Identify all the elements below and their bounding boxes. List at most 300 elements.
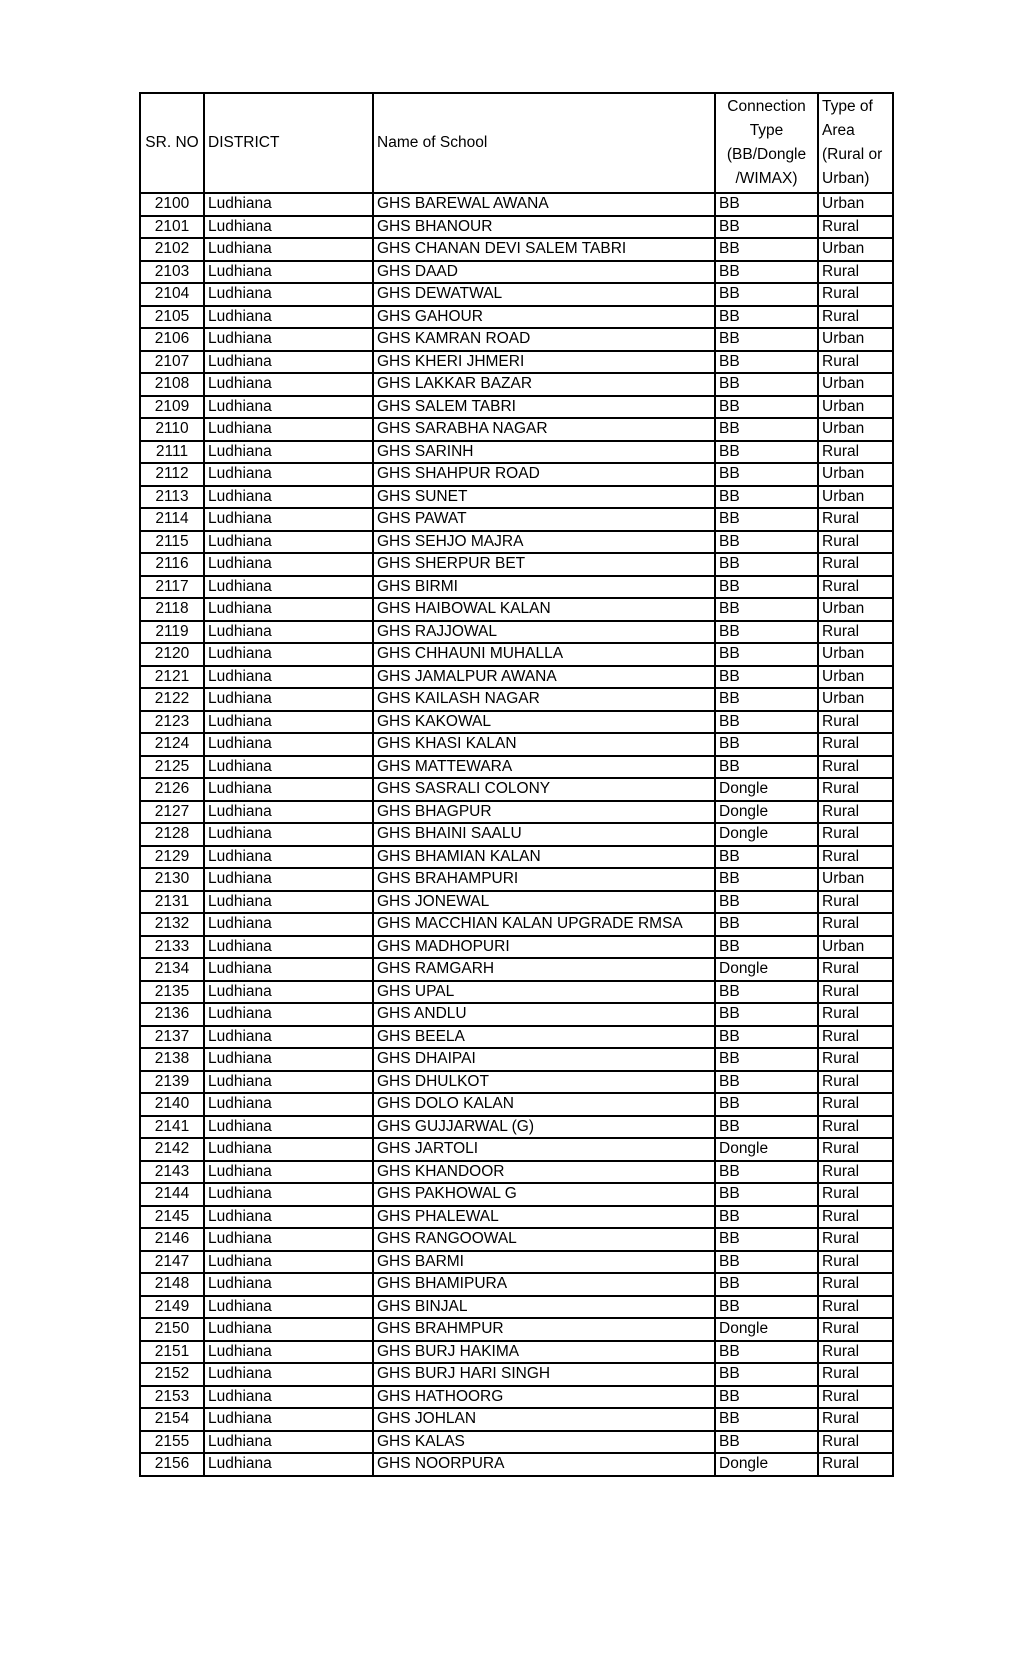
cell-area-type: Rural xyxy=(818,1026,893,1049)
cell-sr-no: 2118 xyxy=(140,598,204,621)
cell-area-type: Rural xyxy=(818,1003,893,1026)
cell-sr-no: 2140 xyxy=(140,1093,204,1116)
table-row xyxy=(140,283,893,306)
cell-district: Ludhiana xyxy=(204,238,373,261)
cell-sr-no: 2109 xyxy=(140,396,204,419)
cell-district: Ludhiana xyxy=(204,261,373,284)
cell-connection-type: BB xyxy=(715,1093,818,1116)
cell-sr-no: 2103 xyxy=(140,261,204,284)
cell-district: Ludhiana xyxy=(204,778,373,801)
cell-sr-no: 2104 xyxy=(140,283,204,306)
cell-sr-no: 2106 xyxy=(140,328,204,351)
cell-district: Ludhiana xyxy=(204,643,373,666)
cell-area-type: Rural xyxy=(818,1296,893,1319)
cell-district: Ludhiana xyxy=(204,1453,373,1476)
cell-district: Ludhiana xyxy=(204,1003,373,1026)
cell-connection-type: BB xyxy=(715,891,818,914)
cell-school-name: GHS BAREWAL AWANA xyxy=(373,193,715,216)
cell-connection-type: BB xyxy=(715,1003,818,1026)
cell-area-type: Rural xyxy=(818,261,893,284)
cell-connection-type: BB xyxy=(715,621,818,644)
cell-connection-type: BB xyxy=(715,486,818,509)
cell-connection-type: BB xyxy=(715,441,818,464)
table-body xyxy=(140,193,893,1476)
cell-sr-no: 2154 xyxy=(140,1408,204,1431)
cell-connection-type: BB xyxy=(715,688,818,711)
table-row xyxy=(140,508,893,531)
cell-school-name: GHS BRAHMPUR xyxy=(373,1318,715,1341)
cell-school-name: GHS MADHOPURI xyxy=(373,936,715,959)
header-type-of-area: Type of Area (Rural or Urban) xyxy=(818,93,893,193)
cell-sr-no: 2120 xyxy=(140,643,204,666)
cell-district: Ludhiana xyxy=(204,351,373,374)
cell-area-type: Rural xyxy=(818,1341,893,1364)
schools-table xyxy=(139,92,894,1477)
table-row xyxy=(140,553,893,576)
cell-connection-type: BB xyxy=(715,216,818,239)
cell-connection-type: BB xyxy=(715,1341,818,1364)
cell-area-type: Urban xyxy=(818,868,893,891)
cell-area-type: Rural xyxy=(818,283,893,306)
cell-district: Ludhiana xyxy=(204,1251,373,1274)
cell-school-name: GHS KALAS xyxy=(373,1431,715,1454)
cell-district: Ludhiana xyxy=(204,553,373,576)
cell-district: Ludhiana xyxy=(204,1161,373,1184)
cell-area-type: Rural xyxy=(818,913,893,936)
table-row xyxy=(140,778,893,801)
cell-connection-type: BB xyxy=(715,193,818,216)
cell-sr-no: 2126 xyxy=(140,778,204,801)
cell-school-name: GHS BARMI xyxy=(373,1251,715,1274)
cell-school-name: GHS BHAGPUR xyxy=(373,801,715,824)
cell-district: Ludhiana xyxy=(204,756,373,779)
cell-district: Ludhiana xyxy=(204,1341,373,1364)
cell-district: Ludhiana xyxy=(204,1026,373,1049)
cell-school-name: GHS HAIBOWAL KALAN xyxy=(373,598,715,621)
cell-school-name: GHS KAILASH NAGAR xyxy=(373,688,715,711)
cell-connection-type: Dongle xyxy=(715,958,818,981)
table-row xyxy=(140,216,893,239)
cell-school-name: GHS KAMRAN ROAD xyxy=(373,328,715,351)
table-row xyxy=(140,1071,893,1094)
cell-sr-no: 2147 xyxy=(140,1251,204,1274)
table-row xyxy=(140,1026,893,1049)
cell-connection-type: Dongle xyxy=(715,1138,818,1161)
table-row xyxy=(140,846,893,869)
cell-area-type: Rural xyxy=(818,531,893,554)
cell-area-type: Rural xyxy=(818,823,893,846)
cell-sr-no: 2129 xyxy=(140,846,204,869)
cell-school-name: GHS DOLO KALAN xyxy=(373,1093,715,1116)
cell-connection-type: BB xyxy=(715,328,818,351)
cell-district: Ludhiana xyxy=(204,1138,373,1161)
cell-connection-type: BB xyxy=(715,643,818,666)
cell-school-name: GHS DHAIPAI xyxy=(373,1048,715,1071)
cell-area-type: Urban xyxy=(818,936,893,959)
cell-district: Ludhiana xyxy=(204,1386,373,1409)
cell-connection-type: BB xyxy=(715,553,818,576)
cell-area-type: Rural xyxy=(818,778,893,801)
cell-connection-type: BB xyxy=(715,1071,818,1094)
table-row xyxy=(140,643,893,666)
cell-sr-no: 2110 xyxy=(140,418,204,441)
cell-connection-type: BB xyxy=(715,418,818,441)
cell-school-name: GHS UPAL xyxy=(373,981,715,1004)
table-row xyxy=(140,486,893,509)
table-row xyxy=(140,1228,893,1251)
table-row xyxy=(140,1251,893,1274)
cell-district: Ludhiana xyxy=(204,733,373,756)
cell-area-type: Urban xyxy=(818,193,893,216)
cell-district: Ludhiana xyxy=(204,598,373,621)
cell-connection-type: BB xyxy=(715,913,818,936)
table-row xyxy=(140,711,893,734)
cell-school-name: GHS SASRALI COLONY xyxy=(373,778,715,801)
cell-area-type: Rural xyxy=(818,1228,893,1251)
cell-district: Ludhiana xyxy=(204,396,373,419)
cell-district: Ludhiana xyxy=(204,666,373,689)
cell-connection-type: BB xyxy=(715,351,818,374)
cell-area-type: Rural xyxy=(818,1453,893,1476)
cell-sr-no: 2141 xyxy=(140,1116,204,1139)
cell-school-name: GHS SARABHA NAGAR xyxy=(373,418,715,441)
cell-sr-no: 2127 xyxy=(140,801,204,824)
cell-sr-no: 2139 xyxy=(140,1071,204,1094)
cell-district: Ludhiana xyxy=(204,1048,373,1071)
cell-sr-no: 2124 xyxy=(140,733,204,756)
cell-area-type: Rural xyxy=(818,1386,893,1409)
cell-area-type: Urban xyxy=(818,463,893,486)
cell-school-name: GHS NOORPURA xyxy=(373,1453,715,1476)
cell-school-name: GHS BHANOUR xyxy=(373,216,715,239)
cell-district: Ludhiana xyxy=(204,891,373,914)
table-row xyxy=(140,238,893,261)
table-row xyxy=(140,306,893,329)
cell-sr-no: 2144 xyxy=(140,1183,204,1206)
cell-district: Ludhiana xyxy=(204,1228,373,1251)
table-row xyxy=(140,666,893,689)
cell-school-name: GHS KHASI KALAN xyxy=(373,733,715,756)
cell-connection-type: BB xyxy=(715,238,818,261)
cell-district: Ludhiana xyxy=(204,688,373,711)
cell-connection-type: BB xyxy=(715,1183,818,1206)
cell-sr-no: 2136 xyxy=(140,1003,204,1026)
cell-school-name: GHS MACCHIAN KALAN UPGRADE RMSA xyxy=(373,913,715,936)
cell-area-type: Rural xyxy=(818,1116,893,1139)
cell-sr-no: 2148 xyxy=(140,1273,204,1296)
cell-school-name: GHS RAJJOWAL xyxy=(373,621,715,644)
cell-connection-type: BB xyxy=(715,283,818,306)
cell-connection-type: BB xyxy=(715,598,818,621)
cell-sr-no: 2116 xyxy=(140,553,204,576)
table-row xyxy=(140,1138,893,1161)
cell-school-name: GHS GUJJARWAL (G) xyxy=(373,1116,715,1139)
cell-sr-no: 2128 xyxy=(140,823,204,846)
table-row xyxy=(140,1453,893,1476)
cell-sr-no: 2138 xyxy=(140,1048,204,1071)
cell-connection-type: BB xyxy=(715,868,818,891)
cell-area-type: Urban xyxy=(818,486,893,509)
table-row xyxy=(140,1318,893,1341)
cell-district: Ludhiana xyxy=(204,1296,373,1319)
cell-sr-no: 2113 xyxy=(140,486,204,509)
table-row xyxy=(140,1296,893,1319)
cell-connection-type: BB xyxy=(715,1273,818,1296)
cell-area-type: Rural xyxy=(818,733,893,756)
cell-school-name: GHS GAHOUR xyxy=(373,306,715,329)
cell-connection-type: BB xyxy=(715,261,818,284)
cell-school-name: GHS BEELA xyxy=(373,1026,715,1049)
cell-connection-type: BB xyxy=(715,1206,818,1229)
cell-district: Ludhiana xyxy=(204,1093,373,1116)
cell-school-name: GHS JAMALPUR AWANA xyxy=(373,666,715,689)
table-row xyxy=(140,1273,893,1296)
cell-district: Ludhiana xyxy=(204,531,373,554)
table-row xyxy=(140,1183,893,1206)
cell-area-type: Rural xyxy=(818,1071,893,1094)
cell-area-type: Rural xyxy=(818,1093,893,1116)
cell-area-type: Rural xyxy=(818,441,893,464)
cell-sr-no: 2150 xyxy=(140,1318,204,1341)
cell-school-name: GHS MATTEWARA xyxy=(373,756,715,779)
table-row xyxy=(140,1341,893,1364)
cell-area-type: Urban xyxy=(818,418,893,441)
cell-connection-type: BB xyxy=(715,306,818,329)
cell-school-name: GHS SHERPUR BET xyxy=(373,553,715,576)
cell-district: Ludhiana xyxy=(204,463,373,486)
cell-sr-no: 2131 xyxy=(140,891,204,914)
cell-area-type: Rural xyxy=(818,1048,893,1071)
cell-school-name: GHS BHAMIAN KALAN xyxy=(373,846,715,869)
cell-district: Ludhiana xyxy=(204,846,373,869)
cell-connection-type: BB xyxy=(715,756,818,779)
cell-area-type: Rural xyxy=(818,1363,893,1386)
table-row xyxy=(140,351,893,374)
cell-sr-no: 2149 xyxy=(140,1296,204,1319)
header-connection-type: Connection Type (BB/Dongle /WIMAX) xyxy=(715,93,818,193)
cell-area-type: Rural xyxy=(818,1318,893,1341)
cell-district: Ludhiana xyxy=(204,823,373,846)
cell-school-name: GHS BURJ HARI SINGH xyxy=(373,1363,715,1386)
cell-district: Ludhiana xyxy=(204,486,373,509)
cell-district: Ludhiana xyxy=(204,1363,373,1386)
table-row xyxy=(140,823,893,846)
table-row xyxy=(140,891,893,914)
header-row xyxy=(140,93,893,193)
cell-sr-no: 2115 xyxy=(140,531,204,554)
cell-sr-no: 2145 xyxy=(140,1206,204,1229)
cell-school-name: GHS HATHOORG xyxy=(373,1386,715,1409)
cell-school-name: GHS KAKOWAL xyxy=(373,711,715,734)
cell-sr-no: 2133 xyxy=(140,936,204,959)
table-row xyxy=(140,1161,893,1184)
cell-school-name: GHS CHANAN DEVI SALEM TABRI xyxy=(373,238,715,261)
table-row xyxy=(140,981,893,1004)
cell-sr-no: 2101 xyxy=(140,216,204,239)
cell-area-type: Rural xyxy=(818,508,893,531)
cell-connection-type: BB xyxy=(715,1026,818,1049)
cell-area-type: Rural xyxy=(818,801,893,824)
cell-school-name: GHS PHALEWAL xyxy=(373,1206,715,1229)
cell-district: Ludhiana xyxy=(204,1071,373,1094)
cell-sr-no: 2156 xyxy=(140,1453,204,1476)
cell-school-name: GHS JONEWAL xyxy=(373,891,715,914)
cell-connection-type: BB xyxy=(715,1048,818,1071)
cell-area-type: Urban xyxy=(818,688,893,711)
cell-area-type: Rural xyxy=(818,756,893,779)
cell-area-type: Rural xyxy=(818,553,893,576)
cell-school-name: GHS SARINH xyxy=(373,441,715,464)
cell-school-name: GHS KHERI JHMERI xyxy=(373,351,715,374)
cell-school-name: GHS SALEM TABRI xyxy=(373,396,715,419)
cell-school-name: GHS ANDLU xyxy=(373,1003,715,1026)
header-sr-no: SR. NO xyxy=(140,93,204,193)
cell-school-name: GHS SUNET xyxy=(373,486,715,509)
cell-sr-no: 2153 xyxy=(140,1386,204,1409)
table-row xyxy=(140,958,893,981)
cell-area-type: Rural xyxy=(818,981,893,1004)
cell-area-type: Rural xyxy=(818,1183,893,1206)
cell-connection-type: BB xyxy=(715,981,818,1004)
table-row xyxy=(140,418,893,441)
cell-area-type: Urban xyxy=(818,666,893,689)
cell-district: Ludhiana xyxy=(204,1431,373,1454)
cell-area-type: Rural xyxy=(818,1251,893,1274)
cell-sr-no: 2102 xyxy=(140,238,204,261)
cell-sr-no: 2119 xyxy=(140,621,204,644)
cell-connection-type: BB xyxy=(715,733,818,756)
cell-district: Ludhiana xyxy=(204,283,373,306)
table-row xyxy=(140,1431,893,1454)
cell-district: Ludhiana xyxy=(204,373,373,396)
table-row xyxy=(140,868,893,891)
table-row xyxy=(140,1003,893,1026)
cell-school-name: GHS BHAMIPURA xyxy=(373,1273,715,1296)
cell-sr-no: 2111 xyxy=(140,441,204,464)
cell-area-type: Urban xyxy=(818,328,893,351)
cell-sr-no: 2122 xyxy=(140,688,204,711)
cell-sr-no: 2125 xyxy=(140,756,204,779)
cell-area-type: Rural xyxy=(818,958,893,981)
cell-connection-type: BB xyxy=(715,1363,818,1386)
cell-sr-no: 2143 xyxy=(140,1161,204,1184)
cell-area-type: Urban xyxy=(818,373,893,396)
cell-district: Ludhiana xyxy=(204,711,373,734)
cell-district: Ludhiana xyxy=(204,801,373,824)
cell-sr-no: 2108 xyxy=(140,373,204,396)
cell-district: Ludhiana xyxy=(204,868,373,891)
cell-school-name: GHS KHANDOOR xyxy=(373,1161,715,1184)
cell-district: Ludhiana xyxy=(204,508,373,531)
table-row xyxy=(140,936,893,959)
cell-school-name: GHS SEHJO MAJRA xyxy=(373,531,715,554)
cell-district: Ludhiana xyxy=(204,1318,373,1341)
cell-district: Ludhiana xyxy=(204,306,373,329)
cell-sr-no: 2151 xyxy=(140,1341,204,1364)
table-row xyxy=(140,733,893,756)
cell-area-type: Urban xyxy=(818,396,893,419)
table-row xyxy=(140,373,893,396)
header-district: DISTRICT xyxy=(204,93,373,193)
cell-area-type: Rural xyxy=(818,1431,893,1454)
cell-district: Ludhiana xyxy=(204,958,373,981)
cell-connection-type: BB xyxy=(715,576,818,599)
cell-area-type: Urban xyxy=(818,598,893,621)
cell-area-type: Rural xyxy=(818,1273,893,1296)
cell-connection-type: BB xyxy=(715,711,818,734)
cell-school-name: GHS BURJ HAKIMA xyxy=(373,1341,715,1364)
table-row xyxy=(140,261,893,284)
cell-connection-type: BB xyxy=(715,1251,818,1274)
cell-sr-no: 2135 xyxy=(140,981,204,1004)
cell-connection-type: BB xyxy=(715,1296,818,1319)
cell-connection-type: BB xyxy=(715,1161,818,1184)
cell-sr-no: 2105 xyxy=(140,306,204,329)
table-row xyxy=(140,531,893,554)
cell-sr-no: 2146 xyxy=(140,1228,204,1251)
cell-school-name: GHS PAWAT xyxy=(373,508,715,531)
cell-school-name: GHS BHAINI SAALU xyxy=(373,823,715,846)
cell-district: Ludhiana xyxy=(204,328,373,351)
cell-area-type: Rural xyxy=(818,711,893,734)
cell-school-name: GHS CHHAUNI MUHALLA xyxy=(373,643,715,666)
cell-school-name: GHS DAAD xyxy=(373,261,715,284)
cell-sr-no: 2132 xyxy=(140,913,204,936)
cell-district: Ludhiana xyxy=(204,1183,373,1206)
cell-area-type: Rural xyxy=(818,351,893,374)
cell-connection-type: BB xyxy=(715,936,818,959)
table-row xyxy=(140,193,893,216)
cell-connection-type: BB xyxy=(715,1228,818,1251)
cell-area-type: Urban xyxy=(818,643,893,666)
cell-sr-no: 2107 xyxy=(140,351,204,374)
cell-area-type: Rural xyxy=(818,1206,893,1229)
cell-district: Ludhiana xyxy=(204,1116,373,1139)
cell-sr-no: 2130 xyxy=(140,868,204,891)
cell-school-name: GHS DHULKOT xyxy=(373,1071,715,1094)
cell-connection-type: BB xyxy=(715,396,818,419)
table-row xyxy=(140,801,893,824)
cell-connection-type: BB xyxy=(715,1116,818,1139)
table-header xyxy=(140,93,893,193)
table-row xyxy=(140,396,893,419)
cell-district: Ludhiana xyxy=(204,936,373,959)
table-row xyxy=(140,1363,893,1386)
cell-area-type: Rural xyxy=(818,1408,893,1431)
cell-sr-no: 2114 xyxy=(140,508,204,531)
cell-sr-no: 2155 xyxy=(140,1431,204,1454)
cell-area-type: Urban xyxy=(818,238,893,261)
cell-school-name: GHS RANGOOWAL xyxy=(373,1228,715,1251)
cell-connection-type: BB xyxy=(715,531,818,554)
table-row xyxy=(140,1116,893,1139)
cell-sr-no: 2117 xyxy=(140,576,204,599)
cell-district: Ludhiana xyxy=(204,1273,373,1296)
cell-connection-type: Dongle xyxy=(715,1453,818,1476)
cell-area-type: Rural xyxy=(818,1161,893,1184)
table-row xyxy=(140,1206,893,1229)
table-row xyxy=(140,1048,893,1071)
cell-area-type: Rural xyxy=(818,1138,893,1161)
table-row xyxy=(140,463,893,486)
table-row xyxy=(140,756,893,779)
table-row xyxy=(140,598,893,621)
cell-sr-no: 2123 xyxy=(140,711,204,734)
cell-area-type: Rural xyxy=(818,846,893,869)
cell-sr-no: 2121 xyxy=(140,666,204,689)
cell-district: Ludhiana xyxy=(204,621,373,644)
cell-sr-no: 2112 xyxy=(140,463,204,486)
